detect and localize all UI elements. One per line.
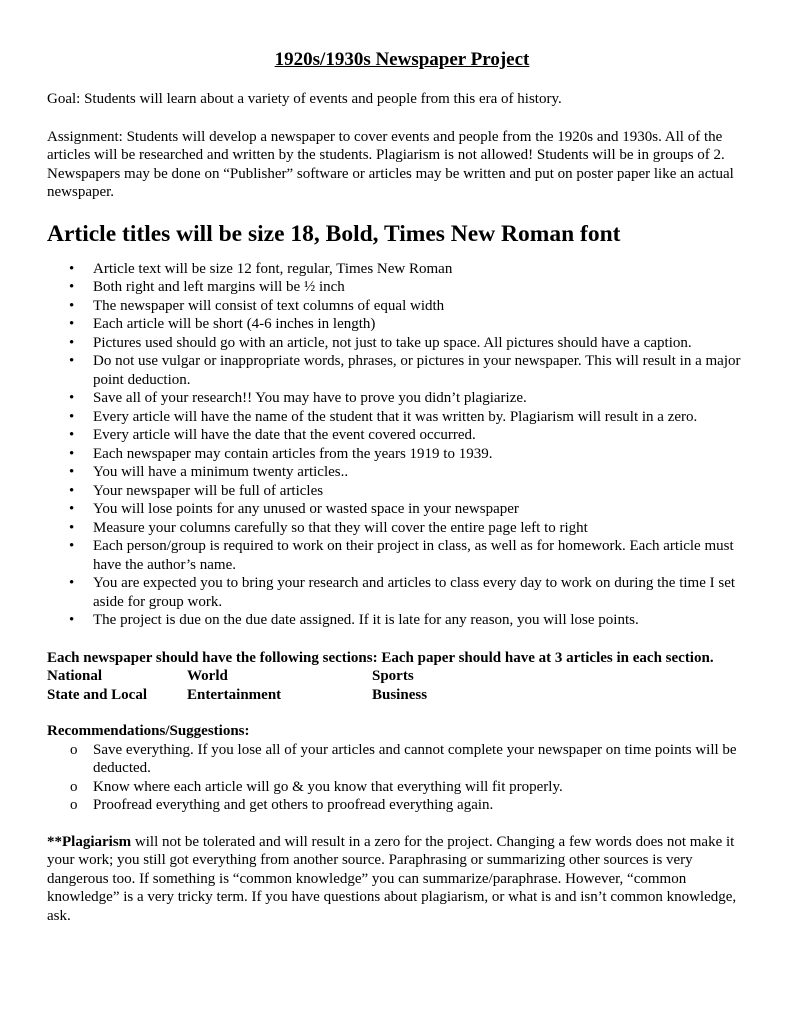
goal-paragraph: Goal: Students will learn about a variety of events and people from this era of history.: [47, 91, 562, 107]
list-item: • You are expected you to bring your research and articles to class every day to work on during the time I set aside for group work.: [47, 574, 757, 611]
list-item: • Each person/group is required to work on their project in class, as well as for homework. Each article must have the author’s name.: [47, 537, 757, 574]
list-item: • Both right and left margins will be ½ inch: [47, 278, 757, 297]
assignment-paragraph: Assignment: Students will develop a newspaper to cover events and people from the 1920s and 1930s. All of the articles will be researched and written by the students. Plagiarism is not allowed! Students will be in groups of 2. Newspapers may be done on “Publisher” software or articles may be written and put on poster paper like an actual newspaper.: [47, 128, 734, 200]
list-item: • Article text will be size 12 font, regular, Times New Roman: [47, 260, 757, 279]
section-sports: Sports: [372, 668, 414, 684]
list-item: o Know where each article will go & you know that everything will fit properly.: [47, 778, 757, 797]
section-business: Business: [372, 686, 428, 703]
list-item: • The project is due on the due date assigned. If it is late for any reason, you will lose points.: [47, 611, 757, 630]
plagiarism-lead: **Plagiarism: [47, 833, 132, 850]
recommendations-heading: Recommendations/Suggestions:: [47, 723, 250, 739]
article-title-rule-heading: Article titles will be size 18, Bold, Times New Roman font: [47, 220, 621, 247]
document-page: [47, 48, 757, 925]
plagiarism-paragraph: [47, 833, 757, 926]
list-item: • Save all of your research!! You may have to prove you didn’t plagiarize.: [47, 389, 757, 408]
section-state-and-local: State and Local: [47, 686, 148, 703]
list-item: • Pictures used should go with an article, not just to take up space. All pictures should have a caption.: [47, 334, 757, 353]
list-item: • Each newspaper may contain articles from the years 1919 to 1939.: [47, 445, 757, 464]
list-item: • You will lose points for any unused or wasted space in your newspaper: [47, 500, 757, 519]
section-world: World: [187, 668, 228, 684]
page-title: 1920s/1930s Newspaper Project: [274, 49, 530, 70]
list-item: • Measure your columns carefully so that they will cover the entire page left to right: [47, 519, 757, 538]
sections-block: [47, 649, 757, 705]
list-item: • Do not use vulgar or inappropriate words, phrases, or pictures in your newspaper. This will result in a major point deduction.: [47, 352, 757, 389]
sections-row: [47, 686, 757, 705]
list-item: • The newspaper will consist of text columns of equal width: [47, 297, 757, 316]
section-entertainment: Entertainment: [187, 686, 282, 703]
plagiarism-text: will not be tolerated and will result in a zero for the project. Changing a few words does not make it your work; you still got everything from another source. Paraphrasing or summarizing other sources is very dangerous too. If something is “common knowledge” you can summarize/paraphrase. However, “common knowledge” is a very tricky term. If you have questions about plagiarism, or what is and isn’t common knowledge, ask.: [47, 833, 737, 924]
list-item: • Each article will be short (4-6 inches in length): [47, 315, 757, 334]
list-item: • Every article will have the name of the student that it was written by. Plagiarism will result in a zero.: [47, 408, 757, 427]
section-national: National: [47, 668, 103, 684]
list-item: o Proofread everything and get others to proofread everything again.: [47, 796, 757, 815]
list-item: • You will have a minimum twenty articles..: [47, 463, 757, 482]
list-item: o Save everything. If you lose all of your articles and cannot complete your newspaper on time points will be deducted.: [47, 741, 757, 778]
requirements-list: [47, 260, 757, 630]
recommendations-list: [47, 741, 757, 815]
list-item: • Every article will have the date that the event covered occurred.: [47, 426, 757, 445]
list-item: • Your newspaper will be full of articles: [47, 482, 757, 501]
sections-row: [47, 667, 757, 686]
sections-heading: Each newspaper should have the following sections: Each paper should have at 3 articles in each section.: [47, 649, 714, 666]
